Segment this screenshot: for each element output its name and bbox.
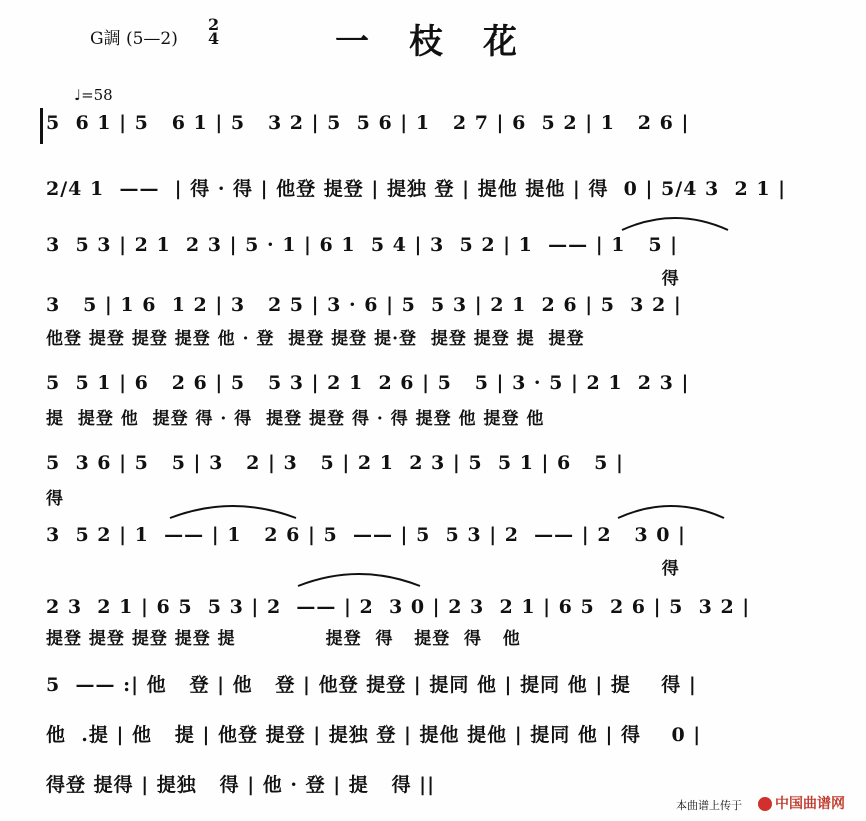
tie-slur (296, 568, 422, 588)
score-line-4 (46, 294, 828, 324)
notes: 3 5 3 | 2 1 2 3 | 5 · 1 | 6 1 5 4 | 3 5 2 | 1 —— | 1 5 | (46, 234, 679, 256)
score-line-8 (46, 596, 828, 626)
score-line-7 (46, 524, 828, 554)
score-line-11 (46, 770, 828, 800)
score-line-5 (46, 372, 828, 402)
notes: 5 3 6 | 5 5 | 3 2 | 3 5 | 2 1 2 3 | 5 5 1 | 6 5 | (46, 452, 624, 474)
notes: 5 5 1 | 6 2 6 | 5 5 3 | 2 1 2 6 | 5 5 | 3 · 5 | 2 1 2 3 | (46, 372, 690, 394)
score-line-9 (46, 670, 828, 700)
tie-slur (168, 500, 298, 520)
score-line-3 (46, 234, 828, 264)
tempo-marking: ♩=58 (74, 86, 113, 104)
score-line-1 (46, 112, 828, 142)
lyrics-line-3: 得 (46, 269, 680, 289)
lyrics-line-4: 他登 提登 提登 提登 他 · 登 提登 提登 提·登 提登 提登 提 提登 (46, 329, 585, 349)
score-line-6 (46, 452, 828, 482)
site-name: 中国曲谱网 (775, 796, 845, 812)
logo-icon (758, 797, 772, 811)
lyrics-line-5: 提 提登 他 提登 得 · 得 提登 提登 得 · 得 提登 他 提登 他 (46, 409, 545, 429)
site-logo (758, 793, 845, 813)
song-title: 一枝花 (335, 22, 557, 62)
lyrics-line-6: 得 (46, 489, 64, 509)
tie-slur (616, 500, 726, 520)
time-signature (208, 15, 220, 48)
time-numerator: 2 (208, 15, 220, 34)
notes: 3 5 | 1 6 1 2 | 3 2 5 | 3 · 6 | 5 5 3 | 2 1 2 6 | 5 3 2 | (46, 294, 682, 316)
notes: 得登 提得 | 提独 得 | 他 · 登 | 提 得 || (46, 774, 436, 796)
lyrics-line-8: 提登 提登 提登 提登 提 提登 得 提登 得 他 (46, 629, 521, 649)
notes: 3 5 2 | 1 —— | 1 2 6 | 5 —— | 5 5 3 | 2 —— | 2 3 0 | (46, 524, 686, 546)
lyrics-line-7: 得 (46, 559, 680, 579)
key-signature: G調 (5—2) (90, 29, 178, 49)
time-denominator: 4 (208, 29, 220, 48)
notes: 2/4 1 —— | 得 · 得 | 他登 提登 | 提独 登 | 提他 提他 | 得 0 | 5/4 3 2 1 | (46, 178, 787, 200)
upload-note: 本曲谱上传于 (676, 799, 742, 812)
repeat-start-barline (40, 108, 43, 144)
notes: 5 6 1 | 5 6 1 | 5 3 2 | 5 5 6 | 1 2 7 | 6 5 2 | 1 2 6 | (46, 112, 690, 134)
notes: 他 .提 | 他 提 | 他登 提登 | 提独 登 | 提他 提他 | 提同 他 | 得 0 | (46, 724, 702, 746)
score-line-10 (46, 720, 828, 750)
score-line-2 (46, 174, 828, 204)
notes: 5 —— :| 他 登 | 他 登 | 他登 提登 | 提同 他 | 提同 他 | 提 得 | (46, 674, 697, 696)
tie-slur (620, 212, 730, 232)
notes: 2 3 2 1 | 6 5 5 3 | 2 —— | 2 3 0 | 2 3 2 1 | 6 5 2 6 | 5 3 2 | (46, 596, 751, 618)
